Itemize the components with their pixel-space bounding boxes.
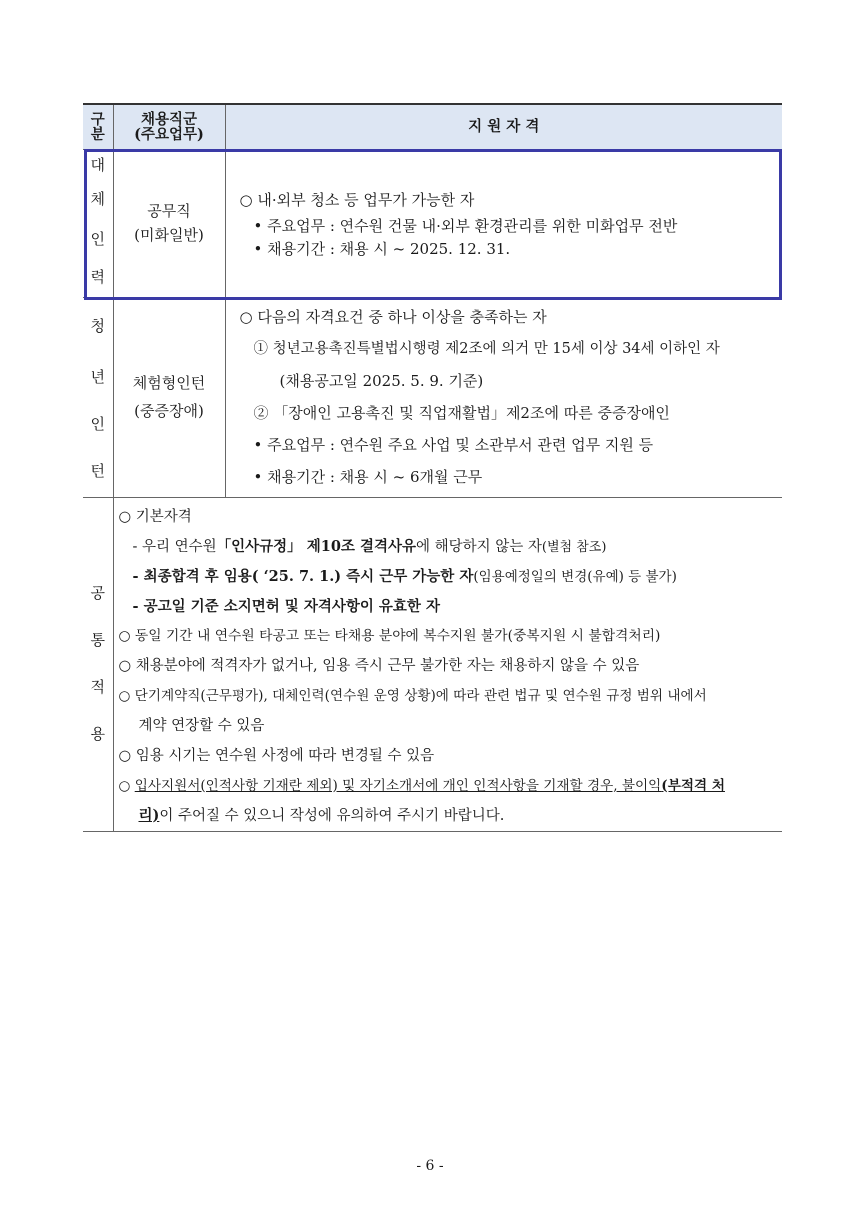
category-char: 대 [90, 156, 105, 174]
row2-bullet: • 채용기간 : 채용 시 ~ 6개월 근무 [253, 468, 483, 486]
row3-dash3: - 공고일 기준 소지면허 및 자격사항이 유효한 자 [132, 597, 440, 615]
row2-item2: ② 「장애인 고용촉진 및 직업재활법」제2조에 따른 중증장애인 [253, 404, 670, 422]
header-category [83, 104, 113, 149]
row2-category [83, 297, 113, 497]
row3-detail [113, 497, 782, 831]
table-row [83, 497, 782, 831]
item-underlined-bold: (부적격 처 [661, 777, 725, 794]
dash1-pre: - 우리 연수원 [132, 538, 217, 555]
category-char: 력 [90, 268, 105, 286]
row1-category [83, 149, 113, 297]
header-job [113, 104, 225, 149]
dash2-bold: - 최종합격 후 임용( ‘25. 7. 1.) 즉시 근무 가능한 자 [132, 567, 474, 585]
category-char: 청 [90, 317, 105, 335]
row3-item: ○ 임용 시기는 연수원 사정에 따라 변경될 수 있음 [118, 747, 435, 764]
dash1-post: 에 해당하지 않는 자 [416, 538, 542, 555]
dash2-post: (임용예정일의 변경(유예) 등 불가) [473, 568, 677, 585]
row3-dash1 [119, 532, 783, 562]
category-char: 인 [90, 415, 105, 433]
job-title: 체험형인턴 [132, 374, 206, 392]
header-category-char-2: 분 [90, 125, 105, 143]
row2-bullet: • 주요업무 : 연수원 주요 사업 및 소관부서 관련 업무 지원 등 [253, 436, 654, 454]
category-char: 인 [90, 230, 105, 248]
row2-item1-sub: (채용공고일 2025. 5. 9. 기준) [279, 372, 484, 390]
table-header-row [83, 104, 782, 149]
category-char: 턴 [90, 462, 105, 480]
row3-dash2 [119, 562, 783, 592]
category-char: 체 [90, 190, 105, 208]
dash1-small: (별첨 참조) [541, 539, 607, 555]
item-rest: 이 주어질 수 있으니 작성에 유의하여 주시기 바랍니다. [159, 807, 505, 824]
row1-detail [225, 149, 782, 297]
category-char: 년 [90, 368, 105, 386]
row3-item-cont: 계약 연장할 수 있음 [138, 717, 265, 734]
category-char: 용 [90, 725, 105, 743]
row2-job [113, 297, 225, 497]
job-subtitle: (미화일반) [134, 226, 204, 244]
qualification-table [83, 103, 782, 832]
table-row [83, 297, 782, 497]
row2-main: ○ 다음의 자격요건 중 하나 이상을 충족하는 자 [239, 308, 547, 326]
row2-item1: ① 청년고용촉진특별법시행령 제2조에 의거 만 15세 이상 34세 이하인 자 [253, 341, 720, 357]
header-job-line2: (주요업무) [134, 125, 204, 143]
header-job-line1: 채용직군 [140, 110, 198, 128]
row3-category [83, 497, 113, 831]
row3-item: ○ 단기계약직(근무평가), 대체인력(연수원 운영 상황)에 따라 관련 법규 및 연수원 규정 범위 내에서 [118, 687, 707, 704]
row1-job [113, 149, 225, 297]
job-subtitle: (중증장애) [134, 402, 204, 420]
header-qualification: 지 원 자 격 [225, 104, 782, 149]
row3-item-last [119, 771, 783, 801]
header-category-char-1: 구 [90, 110, 105, 128]
row3-item: ○ 동일 기간 내 연수원 타공고 또는 타채용 분야에 복수지원 불가(중복지원 시 불합격처리) [118, 627, 661, 644]
row3-basic: ○ 기본자격 [118, 508, 192, 525]
category-char: 공 [90, 584, 105, 602]
category-char: 적 [90, 678, 105, 696]
job-title: 공무직 [147, 202, 191, 220]
row1-bullet: • 주요업무 : 연수원 건물 내·외부 환경관리를 위한 미화업무 전반 [253, 217, 678, 235]
row3-item-last-cont [119, 801, 783, 831]
category-char: 통 [90, 631, 105, 649]
item-underlined-bold: 리) [138, 806, 160, 824]
row2-detail [225, 297, 782, 497]
item-underlined: 입사지원서(인적사항 기재란 제외) 및 자기소개서에 개인 인적사항을 기재할 경우, 불이익 [134, 777, 662, 794]
page-number: - 6 - [416, 1158, 444, 1174]
row1-bullet: • 채용기간 : 채용 시 ~ 2025. 12. 31. [253, 240, 511, 258]
row3-item: ○ 채용분야에 적격자가 없거나, 임용 즉시 근무 불가한 자는 채용하지 않을 수 있음 [118, 657, 640, 674]
row1-main: ○ 내·외부 청소 등 업무가 가능한 자 [239, 191, 475, 209]
item-marker: ○ [118, 777, 131, 794]
table-row [83, 149, 782, 297]
dash1-bold: 「인사규정」 제10조 결격사유 [216, 537, 416, 555]
